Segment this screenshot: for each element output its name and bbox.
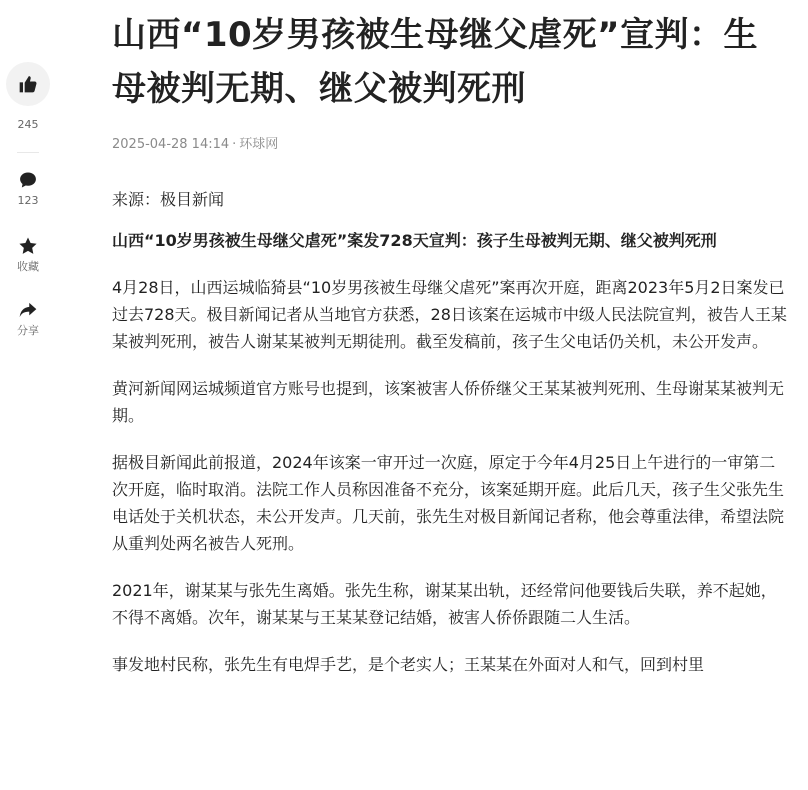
publish-datetime: 2025-04-28 14:14: [112, 137, 230, 152]
meta-separator: ·: [232, 137, 237, 152]
comment-count: 123: [17, 194, 39, 207]
favorite-button[interactable]: [0, 236, 56, 274]
article-title: 山西“10岁男孩被生母继父虐死”宣判：生母被判无期、继父被判死刑: [112, 15, 759, 109]
paragraph: 事发地村民称，张先生有电焊手艺，是个老实人；王某某在外面对人和气，回到村里: [112, 655, 705, 674]
share-label: 分享: [17, 324, 39, 337]
publisher-link[interactable]: 环球网: [239, 137, 279, 152]
paragraph: 4月28日，山西运城临猗县“10岁男孩被生母继父虐死”案再次开庭，距离2023年5月2日案发已过去728天。极目新闻记者从当地官方获悉，28日该案在运城市中级人民法院宣判，被告人王某某被判死刑，被告人谢某某被判无期徒刑。截至发稿前，孩子生父电话仍关机，未公开发声。: [112, 278, 787, 351]
like-button[interactable]: [0, 62, 56, 132]
article-body: [112, 186, 788, 678]
comment-button[interactable]: [0, 170, 56, 208]
star-icon: [18, 236, 38, 256]
source-line: 来源：极目新闻: [112, 190, 225, 209]
paragraph: 黄河新闻网运城频道官方账号也提到，该案被害人侨侨继父王某某被判死刑、生母谢某某被判无期。: [112, 379, 785, 425]
thumbs-up-icon: [18, 74, 38, 94]
comment-icon: [18, 170, 38, 190]
share-button[interactable]: [0, 300, 56, 338]
paragraph: 2021年，谢某某与张先生离婚。张先生称，谢某某出轨，还经常问他要钱后失联，养不起她，不得不离婚。次年，谢某某与王某某登记结婚，被害人侨侨跟随二人生活。: [112, 581, 777, 627]
like-count: 245: [17, 118, 39, 131]
like-button-bg: [6, 62, 50, 106]
favorite-label: 收藏: [17, 260, 39, 273]
rail-divider: [17, 152, 39, 153]
article-subtitle: 山西“10岁男孩被生母继父虐死”案发728天宣判：孩子生母被判无期、继父被判死刑: [112, 231, 717, 250]
paragraph: 据极目新闻此前报道，2024年该案一审开过一次庭，原定于今年4月25日上午进行的一审第二次开庭，临时取消。法院工作人员称因准备不充分，该案延期开庭。此后几天，孩子生父张先生电话处于关机状态，未公开发声。几天前，张先生对极目新闻记者称，他会尊重法律，希望法院从重判处两名被告人死刑。: [112, 453, 785, 553]
article-meta: [112, 136, 788, 154]
share-icon: [18, 300, 38, 320]
article: [112, 8, 788, 698]
